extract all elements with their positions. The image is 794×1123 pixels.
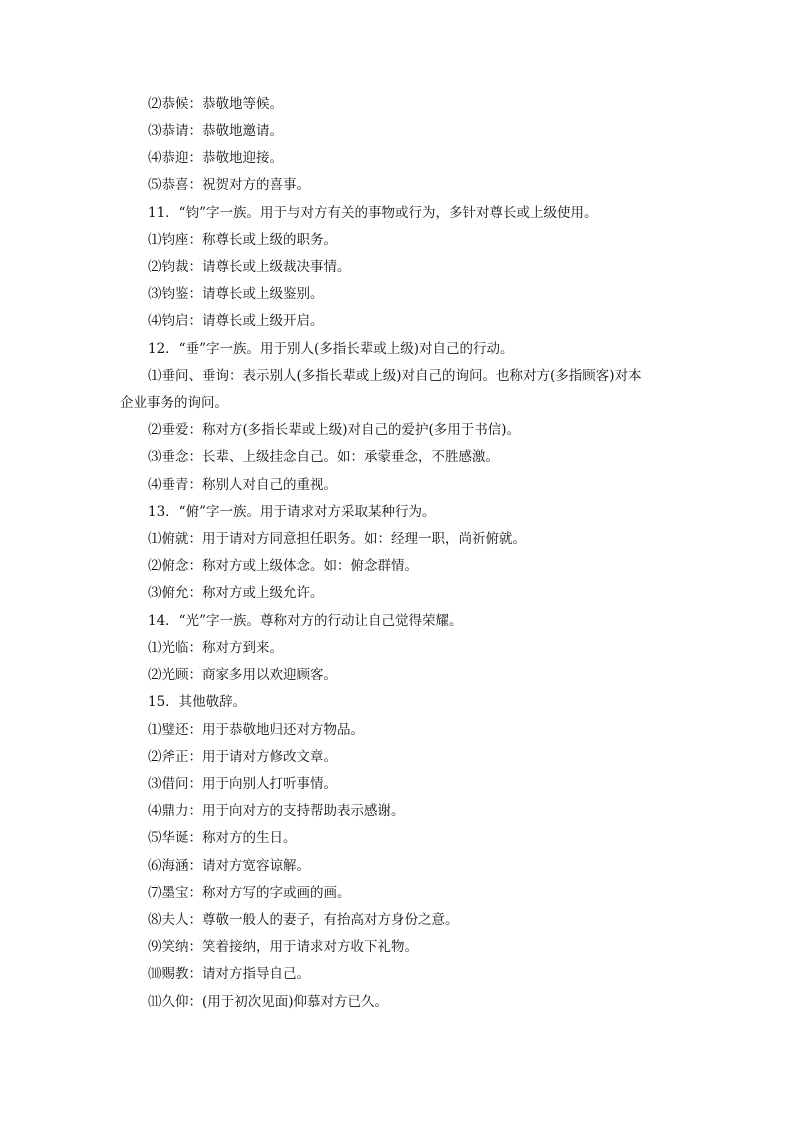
text-line: ⑵俯念：称对方或上级体念。如：俯念群情。 <box>148 558 418 574</box>
text-line: ⑾久仰：(用于初次见面)仰慕对方已久。 <box>148 994 389 1010</box>
text-line: ⑶借问：用于向别人打听事情。 <box>148 776 337 792</box>
text-line: ⑽赐教：请对方指导自己。 <box>148 966 310 982</box>
text-line: ⑻夫人：尊敬一般人的妻子，有抬高对方身份之意。 <box>148 912 459 928</box>
text-line: ⑴垂问、垂询：表示别人(多指长辈或上级)对自己的询问。也称对方(多指顾客)对本 <box>148 368 642 384</box>
section-heading: 12．“垂”字一族。用于别人(多指长辈或上级)对自己的行动。 <box>148 341 514 357</box>
section-heading: 11．“钧”字一族。用于与对方有关的事物或行为，多针对尊长或上级使用。 <box>148 205 598 221</box>
text-line: ⑸恭喜：祝贺对方的喜事。 <box>148 177 310 193</box>
text-line: ⑴钧座：称尊长或上级的职务。 <box>148 232 337 248</box>
text-line: ⑺墨宝：称对方写的字或画的画。 <box>148 885 351 901</box>
text-line: ⑵斧正：用于请对方修改文章。 <box>148 749 337 765</box>
text-line: ⑵光顾：商家多用以欢迎顾客。 <box>148 667 337 683</box>
text-line: ⑶俯允：称对方或上级允许。 <box>148 585 324 601</box>
text-line-continued: 企业事务的询问。 <box>120 395 228 411</box>
text-line: ⑼笑纳：笑着接纳，用于请求对方收下礼物。 <box>148 939 418 955</box>
text-line: ⑴光临：称对方到来。 <box>148 640 283 656</box>
text-line: ⑹海涵：请对方宽容谅解。 <box>148 858 310 874</box>
text-line: ⑸华诞：称对方的生日。 <box>148 830 297 846</box>
text-line: ⑷恭迎：恭敬地迎接。 <box>148 150 283 166</box>
section-heading: 14．“光”字一族。尊称对方的行动让自己觉得荣耀。 <box>148 613 463 629</box>
text-line: ⑴璧还：用于恭敬地归还对方物品。 <box>148 722 364 738</box>
text-line: ⑴俯就：用于请对方同意担任职务。如：经理一职，尚祈俯就。 <box>148 531 526 547</box>
text-line: ⑵钧裁：请尊长或上级裁决事情。 <box>148 259 351 275</box>
text-line: ⑷钧启：请尊长或上级开启。 <box>148 313 324 329</box>
text-line: ⑷鼎力：用于向对方的支持帮助表示感谢。 <box>148 803 405 819</box>
text-line: ⑶垂念：长辈、上级挂念自己。如：承蒙垂念，不胜感激。 <box>148 449 499 465</box>
section-heading: 13．“俯”字一族。用于请求对方采取某种行为。 <box>148 504 436 520</box>
text-line: ⑷垂青：称别人对自己的重视。 <box>148 477 337 493</box>
section-heading: 15．其他敬辞。 <box>148 694 247 710</box>
text-line: ⑶钧鉴：请尊长或上级鉴别。 <box>148 286 324 302</box>
text-line: ⑶恭请：恭敬地邀请。 <box>148 123 283 139</box>
text-line: ⑵垂爱：称对方(多指长辈或上级)对自己的爱护(多用于书信)。 <box>148 422 521 438</box>
text-line: ⑵恭候：恭敬地等候。 <box>148 96 283 112</box>
